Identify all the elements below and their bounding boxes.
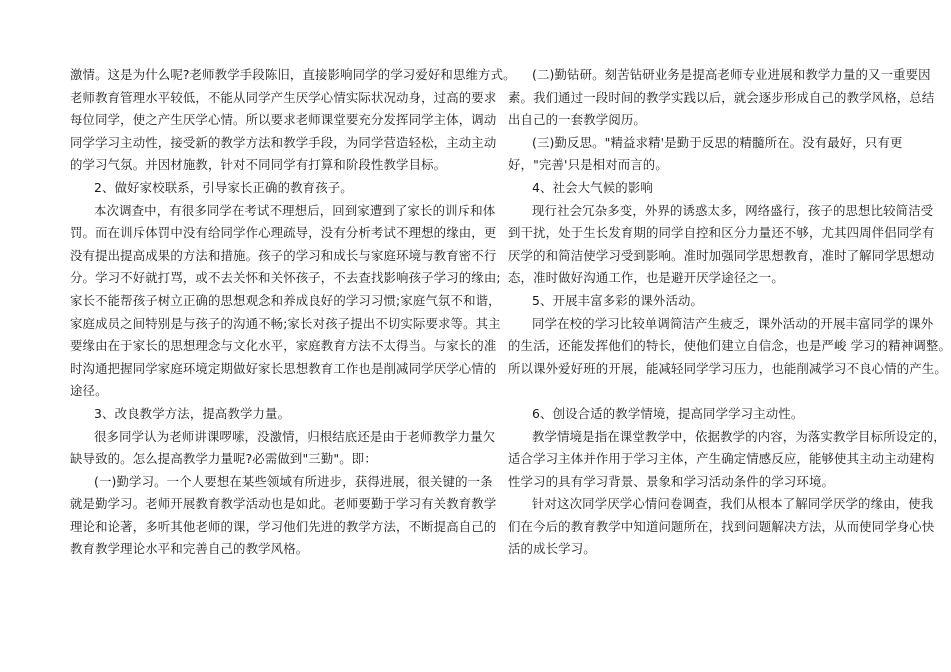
text-line: 教育教学理论水平和完善自己的教学风格。 — [70, 541, 309, 557]
text-line: 理论和论著，多听其他老师的课，学习他们先进的教学方法，不断提高自己的 — [70, 518, 497, 534]
section-heading: 5、开展丰富多彩的课外活动。 — [532, 292, 704, 308]
text-line: 就是勤学习。老师开展教育教学活动也是如此。老师要勤于学习有关教育教学 — [70, 496, 497, 512]
text-line: 没有提出提高成果的方法和措施。孩子的学习和成长与家庭环境与教育密不行 — [70, 247, 497, 263]
blank-line — [508, 380, 883, 403]
text-line: 同学在校的学习比较单调简洁产生疲乏，课外活动的开展丰富同学的课外 — [532, 315, 934, 331]
text-line: 的学习气氛。并因材施教，针对不同同学有打算和阶段性教学目标。 — [70, 157, 447, 173]
text-line: 家长不能帮孩子树立正确的思想观念和养成良好的学习习惯;家庭气氛不和谐， — [70, 292, 501, 308]
text-line: 家庭成员之间特别是与孩子的沟通不畅;家长对孩子提出不切实际要求等。其主 — [70, 315, 501, 331]
text-line: 老师教育管理水平较低，不能从同学产生厌学心情实际状况动身，过高的要求 — [70, 89, 497, 105]
text-line: 针对这次同学厌学心情问卷调查，我们从根本了解同学厌学的缘由，使我 — [532, 496, 934, 512]
text-line: 出自己的一套教学阅历。 — [508, 112, 646, 128]
text-line: 要缘由在于家长的思想理念与文化水平，家庭教育方法不太得当。与家长的准 — [70, 338, 497, 354]
text-line: 适合学习主体并作用于学习主体，产生确定情感反应，能够使其主动主动建构 — [508, 451, 935, 467]
text-line: 教学情境是指在课堂教学中，依据教学的内容，为落实教学目标所设定的， — [532, 428, 946, 444]
text-line: 每位同学，使之产生厌学心情。所以要求老师课堂要充分发挥同学主体，调动 — [70, 112, 497, 128]
left-text-column — [70, 64, 516, 561]
text-line: 同学学习主动性，接受新的教学方法和教学手段，为同学营造轻松，主动主动 — [70, 134, 497, 150]
text-line: 激情。这是为什么呢?老师教学手段陈旧，直接影响同学的学习爱好和思维方式。 — [70, 67, 516, 82]
text-line: (三)勤反思。"精益求精'是勤于反思的精髓所在。没有最好，只有更 — [532, 134, 903, 150]
text-line: 本次调查中，有很多同学在考试不理想后，回到家遭到了家长的训斥和体 — [94, 202, 496, 218]
text-line: 罚。而在训斥体罚中没有给同学作心理疏导，没有分析考试不理想的缘由，更 — [70, 225, 497, 241]
text-line: (一)勤学习。一个人要想在某些领域有所进步，获得进展，很关键的一条 — [94, 473, 493, 489]
text-line: 现行社会冗杂多变，外界的诱惑太多，网络盛行，孩子的思想比较简洁受 — [532, 202, 934, 218]
text-line: 很多同学认为老师讲课啰嗦，没激情，归根结底还是由于老师教学力量欠 — [94, 428, 496, 444]
text-line: 途径。 — [70, 383, 108, 399]
text-line: 时沟通把握同学家庭环境定期做好家长思想教育工作也是削减同学厌学心情的 — [70, 360, 497, 376]
text-line: 态，准时做好沟通工作，也是避开厌学途径之一。 — [508, 270, 784, 286]
section-heading: 2、做好家校联系，引导家长正确的教育孩子。 — [94, 179, 353, 195]
text-line: 素。我们通过一段时间的教学实践以后，就会逐步形成自己的教学风格，总结 — [508, 89, 935, 105]
text-line: 活的成长学习。 — [508, 541, 596, 557]
text-line: 分。学习不好就打骂，或不去关怀和关怀孩子，不去查找影响孩子学习的缘由; — [70, 270, 501, 286]
section-heading: 3、改良教学方法，提高教学力量。 — [94, 405, 291, 421]
text-line: 厌学的和简洁使学习受到影响。准时加强同学思想教育，准时了解同学思想动 — [508, 247, 935, 263]
text-line: 好，"完善'只是相对而言的。 — [508, 157, 668, 173]
section-heading: 6、创设合适的教学情境，提高同学学习主动性。 — [532, 405, 804, 421]
right-text-column — [508, 64, 951, 561]
section-heading: 4、社会大气候的影响 — [532, 179, 653, 195]
text-line: (二)勤钻研。刻苦钻研业务是提高老师专业进展和教学力量的又一重要因 — [532, 67, 931, 82]
text-line: 到干扰，处于生长发育期的同学自控和区分力量还不够，尤其四周伴侣同学有 — [508, 225, 935, 241]
text-line: 的生活，还能发挥他们的特长，使他们建立自信念，也是严峻 学习的精神调整。 — [508, 338, 951, 354]
text-line: 缺导致的。怎么提高教学力量呢?必需做到"三勤"。即： — [70, 451, 377, 467]
text-line: 们在今后的教育教学中知道问题所在，找到问题解决方法，从而使同学身心快 — [508, 518, 935, 534]
text-line: 所以课外爱好班的开展，能减轻同学学习压力，也能削减学习不良心情的产生。 — [508, 360, 947, 376]
text-line: 性学习的具有学习背景、景象和学习活动条件的学习环境。 — [508, 473, 835, 489]
